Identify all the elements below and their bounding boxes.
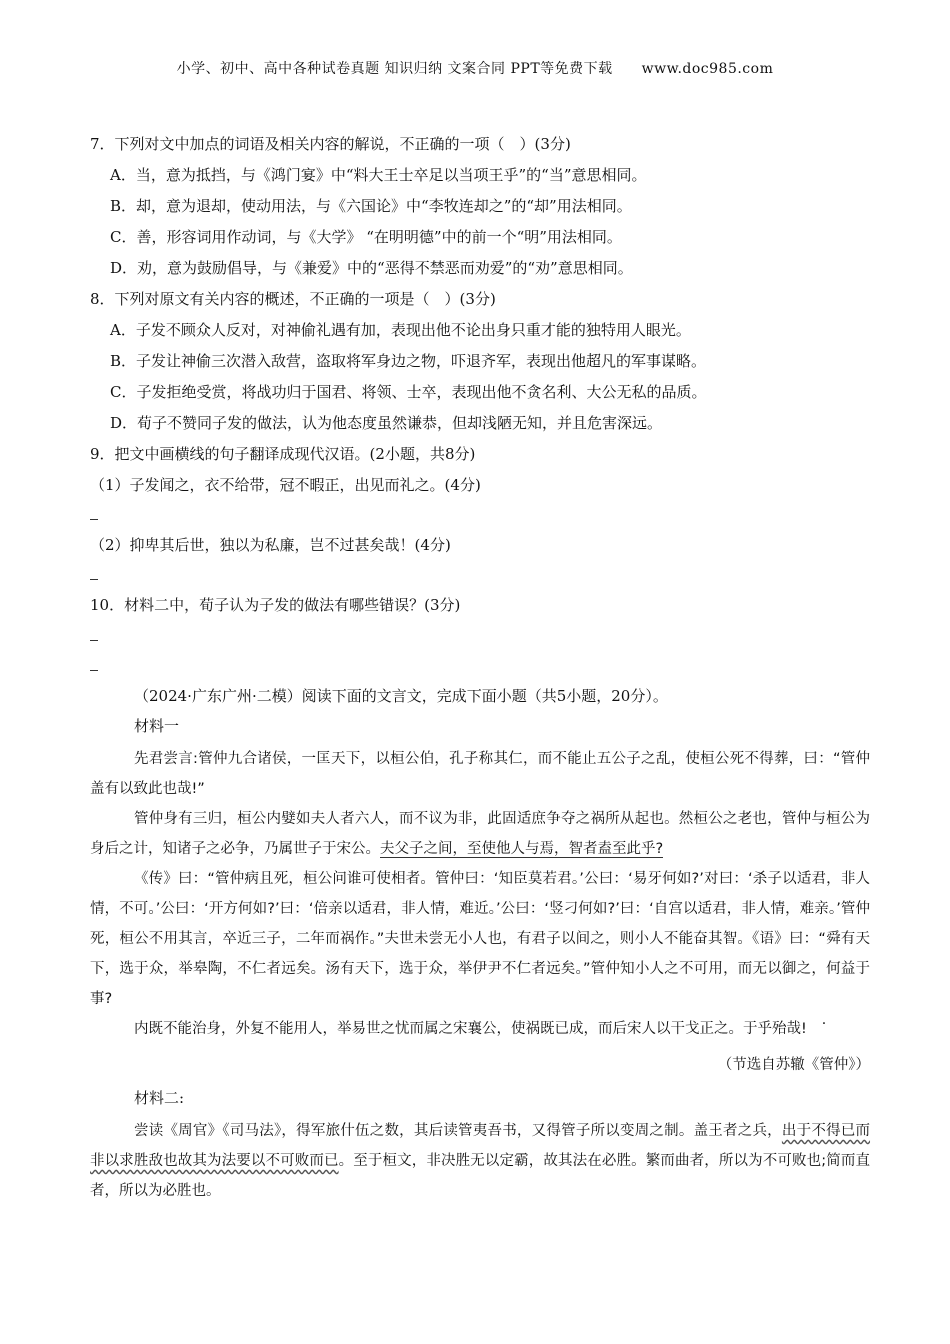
question-8-option-b: B．子发让神偷三次潜入敌营，盗取将军身边之物，吓退齐军，表现出他超凡的军事谋略。 [110,352,707,370]
question-7-option-a: A．当，意为抵挡，与《鸿门宴》中“料大王士卒足以当项王乎”的“当”意思相同。 [110,166,647,184]
passage-intro: （2024·广东广州·二模）阅读下面的文言文，完成下面小题（共5小题，20分）。 [134,687,668,705]
material-2-paragraph-1: 尝读《周官》《司马法》，得军旅什伍之数，其后读管夷吾书，又得管子所以变周之制。盖王者之兵，出于不得已而非以求胜敌也故其为法要以不可败而已。至于桓文，非决胜无以定霸，故其法在必胜。繁而曲者，所以为不可败也;简而直者，所以为必胜也。 [90,1123,871,1199]
question-9-sub-2: （2）抑卑其后世，独以为私廉，岂不过甚矣哉！(4分) [90,536,451,554]
dotted-char: 殆 · [772,1021,787,1037]
answer-blank [90,563,870,593]
material-2-label: 材料二: [134,1089,185,1107]
dotted-char: 伯 · [420,751,435,767]
question-7-option-c: C．善，形容词用作动词，与《大学》 “在明明德”中的前一个“明”用法相同。 [110,228,622,246]
answer-blank [90,654,870,684]
material-1-paragraph-3: 《传》曰：“管仲病且死，桓公问谁可使相者。管仲曰：‘知臣莫若君。’公曰：‘易牙何如?’对曰：‘杀子以适君，非人情，不可。’公曰：‘开方何如?’曰：‘倍亲以适君，非人情，难近。’公曰：‘竖刁何如?’曰：‘自宫以适君，非人情，难亲。’管仲死，桓公不用其言，卒近三子，二年而祸作。”夫世未尝无小人也，有君子以间之，则小人不能奋其智。《语》曰：“舜有天下，选于众，举皋陶，不仁者远矣。汤有天下，选于众，举伊尹不仁者远矣。”管仲知小人之不可用，而无以御之，何益于事? [90,871,870,1007]
question-8-stem: 8．下列对原文有关内容的概述，不正确的一项是（ ）(3分) [90,290,496,308]
question-7-option-d: D．劝，意为鼓励倡导，与《兼爱》中的“恶得不禁恶而劝爱”的“劝”意思相同。 [110,259,633,277]
material-1-paragraph-1: 先君尝言:管仲九合诸侯，一匡天下，以桓公伯 ·，孔子称其仁，而不能止五公子之乱，使桓公死不得葬，曰：“管仲盖有以致此也哉!” [90,744,870,804]
answer-blank [90,503,870,533]
answer-blank [90,624,870,654]
material-1-paragraph-2: 管仲身有三归，桓公内嬖如夫人者六人，而不议为非，此固适庶争夺之祸所从起也。然桓公之老也，管仲与桓公为身后之计，知诸子之必争，乃属世子于宋公。夫父子之间，至使他人与焉，智者盍至此乎? [90,811,870,857]
question-9-stem: 9．把文中画横线的句子翻译成现代汉语。(2小题，共8分) [90,445,476,463]
question-7-stem: 7．下列对文中加点的词语及相关内容的解说，不正确的一项（ ）(3分) [90,135,571,153]
content [90,132,870,1206]
question-9-sub-1: （1）子发闻之，衣不给带，冠不暇正，出见而礼之。(4分) [90,476,481,494]
material-1-source: （节选自苏辙《管仲》） [717,1057,870,1073]
material-1-paragraph-4: 内既不能治身，外复不能用人，举易世之忧而属之宋襄公，使祸既已成，而后宋人以干戈正之。于乎殆 ·哉! [90,1014,870,1044]
underlined-sentence: 夫父子之间，至使他人与焉，智者盍至此乎? [380,841,664,857]
wavy-underlined-sentence: 出于不得已而非以求胜敌也故其为法要以不可败而已 [90,1123,871,1169]
question-8-option-d: D．荀子不赞同子发的做法，认为他态度虽然谦恭，但却浅陋无知，并且危害深远。 [110,414,663,432]
question-8-option-a: A．子发不顾众人反对，对神偷礼遇有加，表现出他不论出身只重才能的独特用人眼光。 [110,321,691,339]
question-10-stem: 10．材料二中，荀子认为子发的做法有哪些错误？(3分) [90,596,461,614]
question-8-option-c: C．子发拒绝受赏，将战功归于国君、将领、士卒，表现出他不贪名利、大公无私的品质。 [110,383,707,401]
question-7-option-b: B．却，意为退却，使动用法，与《六国论》中“李牧连却之”的“却”用法相同。 [110,197,632,215]
page-header: 小学、初中、高中各种试卷真题 知识归纳 文案合同 PPT等免费下载 www.doc985.com [176,61,774,77]
material-1-label: 材料一 [134,717,180,735]
